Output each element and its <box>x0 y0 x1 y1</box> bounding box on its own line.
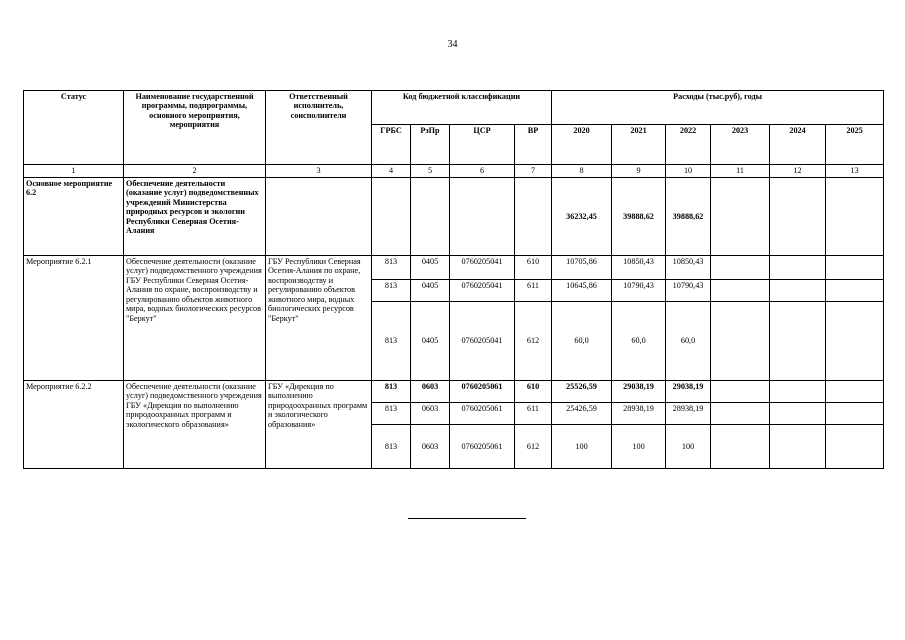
row-2020: 10705,86 <box>552 256 612 280</box>
column-number: 6 <box>450 165 515 178</box>
row-2025 <box>826 178 884 256</box>
row-2020: 25426,59 <box>552 403 612 425</box>
row-2022: 28938,19 <box>666 403 711 425</box>
header-name: Наименование государственной программы, подпрограммы, основного мероприятия, мероприятия <box>124 91 266 165</box>
row-grbs <box>372 178 411 256</box>
column-number: 1 <box>24 165 124 178</box>
row-2024 <box>770 280 826 302</box>
row-grbs: 813 <box>372 302 411 381</box>
row-2024 <box>770 302 826 381</box>
row-csr: 0760205061 <box>450 381 515 403</box>
row-2020: 25526,59 <box>552 381 612 403</box>
row-rzpr: 0405 <box>411 280 450 302</box>
column-number: 10 <box>666 165 711 178</box>
header-year-2024: 2024 <box>770 125 826 165</box>
header-year-2020: 2020 <box>552 125 612 165</box>
header-budget-code: Код бюджетной классификации <box>372 91 552 125</box>
row-2023 <box>711 381 770 403</box>
header-year-2022: 2022 <box>666 125 711 165</box>
row-2025 <box>826 280 884 302</box>
row-csr: 0760205041 <box>450 302 515 381</box>
column-number: 3 <box>266 165 372 178</box>
column-number: 12 <box>770 165 826 178</box>
page-number: 34 <box>447 39 458 50</box>
table-row <box>24 256 884 280</box>
row-vr <box>515 178 552 256</box>
column-number: 9 <box>612 165 666 178</box>
header-rzpr: РзПр <box>411 125 450 165</box>
row-name: Обеспечение деятельности (оказание услуг) подведомственных учреждений Министерства природных ресурсов и экологии Республики Северная Осетия-Алания <box>124 178 266 256</box>
budget-table <box>23 90 884 469</box>
row-2020: 60,0 <box>552 302 612 381</box>
row-status: Основное мероприятие 6.2 <box>24 178 124 256</box>
row-2025 <box>826 403 884 425</box>
header-executor: Ответственный исполнитель, соисполнители <box>266 91 372 165</box>
separator-line <box>408 518 526 519</box>
row-csr <box>450 178 515 256</box>
header-vr: ВР <box>515 125 552 165</box>
row-2024 <box>770 178 826 256</box>
row-2020: 100 <box>552 425 612 469</box>
row-vr: 612 <box>515 425 552 469</box>
row-2022: 10850,43 <box>666 256 711 280</box>
column-number: 5 <box>411 165 450 178</box>
table-row <box>24 381 884 403</box>
row-rzpr: 0603 <box>411 381 450 403</box>
row-2022: 10790,43 <box>666 280 711 302</box>
row-2021: 29038,19 <box>612 381 666 403</box>
row-2024 <box>770 403 826 425</box>
row-2023 <box>711 280 770 302</box>
row-2021: 39888,62 <box>612 178 666 256</box>
row-2021: 10790,43 <box>612 280 666 302</box>
row-2023 <box>711 425 770 469</box>
row-2021: 28938,19 <box>612 403 666 425</box>
header-grbs: ГРБС <box>372 125 411 165</box>
row-2023 <box>711 256 770 280</box>
header-year-2025: 2025 <box>826 125 884 165</box>
row-2022: 39888,62 <box>666 178 711 256</box>
column-number: 4 <box>372 165 411 178</box>
row-2025 <box>826 256 884 280</box>
row-grbs: 813 <box>372 280 411 302</box>
row-csr: 0760205041 <box>450 280 515 302</box>
row-name: Обеспечение деятельности (оказание услуг) подведомственного учреждения ГБУ Республики Северная Осетия-Алания по охране, воспроизводству и регулированию объектов животного мира, водных биологических ресурсов "Беркут" <box>124 256 266 381</box>
row-2022: 60,0 <box>666 302 711 381</box>
row-2020: 36232,45 <box>552 178 612 256</box>
row-2024 <box>770 256 826 280</box>
row-2022: 100 <box>666 425 711 469</box>
row-2025 <box>826 302 884 381</box>
row-grbs: 813 <box>372 425 411 469</box>
row-grbs: 813 <box>372 256 411 280</box>
column-number: 8 <box>552 165 612 178</box>
row-csr: 0760205041 <box>450 256 515 280</box>
row-rzpr: 0603 <box>411 425 450 469</box>
header-expenses: Расходы (тыс.руб), годы <box>552 91 884 125</box>
row-name: Обеспечение деятельности (оказание услуг) подведомственного учреждения ГБУ «Дирекция по выполнению природоохранных программ и экологического образования» <box>124 381 266 469</box>
header-year-2023: 2023 <box>711 125 770 165</box>
row-vr: 611 <box>515 280 552 302</box>
row-vr: 612 <box>515 302 552 381</box>
row-rzpr: 0405 <box>411 302 450 381</box>
row-rzpr: 0603 <box>411 403 450 425</box>
row-rzpr <box>411 178 450 256</box>
header-csr: ЦСР <box>450 125 515 165</box>
row-2023 <box>711 302 770 381</box>
column-number: 2 <box>124 165 266 178</box>
row-grbs: 813 <box>372 403 411 425</box>
row-2020: 10645,86 <box>552 280 612 302</box>
row-2021: 10850,43 <box>612 256 666 280</box>
row-2021: 100 <box>612 425 666 469</box>
table-row <box>24 178 884 256</box>
row-csr: 0760205061 <box>450 425 515 469</box>
column-number: 13 <box>826 165 884 178</box>
row-2025 <box>826 425 884 469</box>
column-number: 11 <box>711 165 770 178</box>
row-executor: ГБУ Республики Северная Осетия-Алания по охране, воспроизводству и регулированию объектов животного мира, водных биологических ресурсов "Беркут" <box>266 256 372 381</box>
row-2024 <box>770 425 826 469</box>
row-grbs: 813 <box>372 381 411 403</box>
row-2023 <box>711 178 770 256</box>
row-executor: ГБУ «Дирекция по выполнению природоохранных программ и экологического образования» <box>266 381 372 469</box>
row-executor <box>266 178 372 256</box>
column-number: 7 <box>515 165 552 178</box>
row-2025 <box>826 381 884 403</box>
row-status: Мероприятие 6.2.2 <box>24 381 124 469</box>
row-vr: 610 <box>515 256 552 280</box>
row-2023 <box>711 403 770 425</box>
row-csr: 0760205061 <box>450 403 515 425</box>
row-vr: 610 <box>515 381 552 403</box>
row-rzpr: 0405 <box>411 256 450 280</box>
row-2021: 60,0 <box>612 302 666 381</box>
row-2024 <box>770 381 826 403</box>
row-2022: 29038,19 <box>666 381 711 403</box>
header-year-2021: 2021 <box>612 125 666 165</box>
row-vr: 611 <box>515 403 552 425</box>
row-status: Мероприятие 6.2.1 <box>24 256 124 381</box>
header-status: Статус <box>24 91 124 165</box>
